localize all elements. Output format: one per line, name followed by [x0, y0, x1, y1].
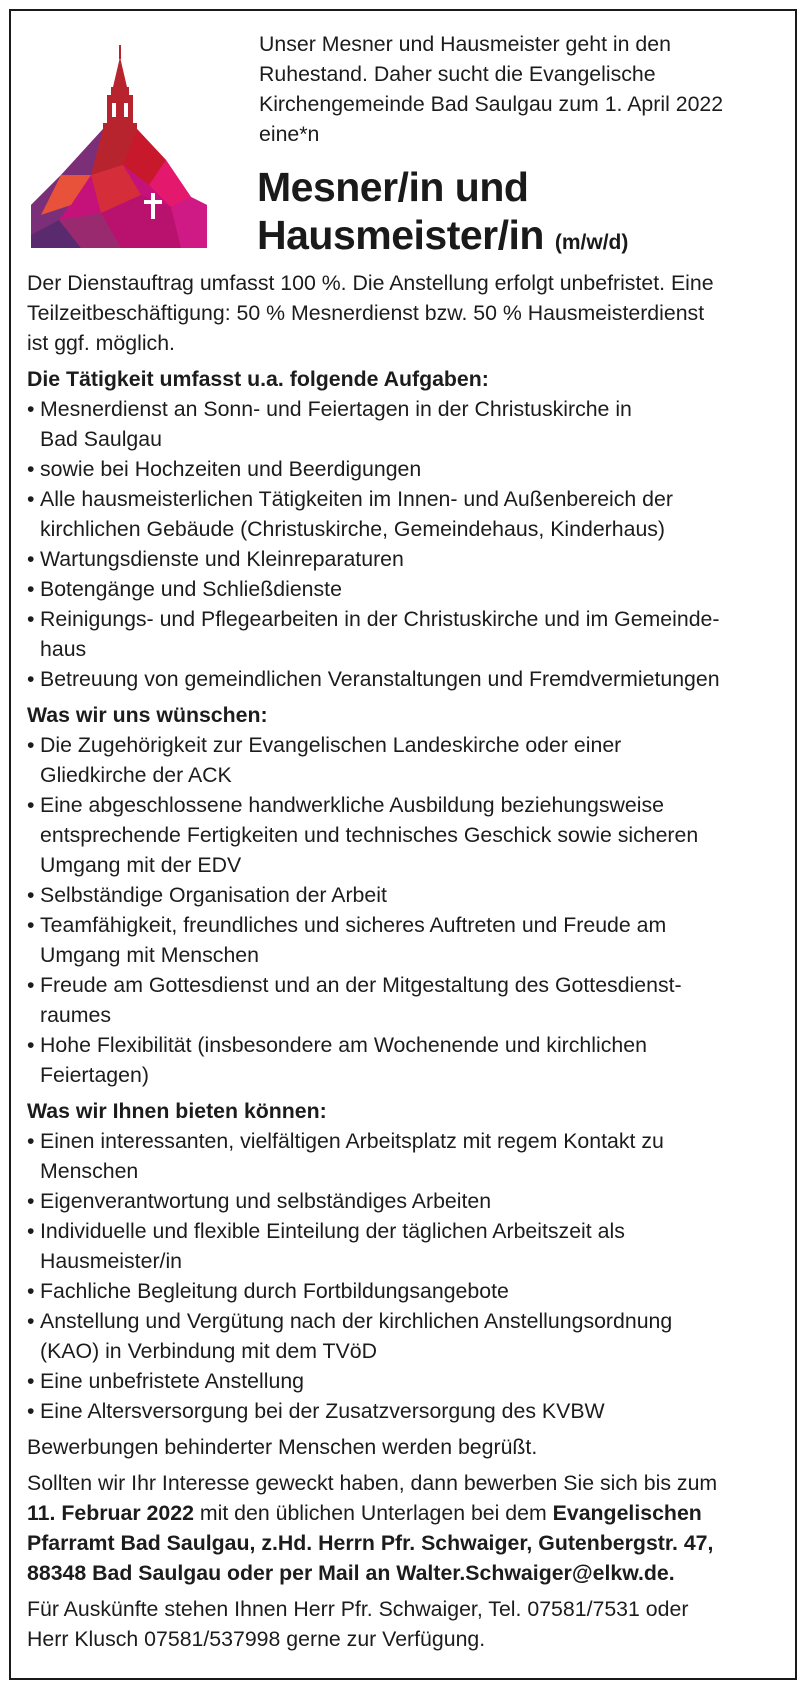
job-title-line1: Mesner/in und: [257, 164, 529, 210]
job-title-line2: [257, 211, 797, 267]
list-item-line: (KAO) in Verbindung mit dem TVöD: [40, 1339, 377, 1363]
list-item: [27, 1306, 787, 1366]
list-item-line: • Betreuung von gemeindlichen Veranstaltungen und Fremdvermietungen: [40, 667, 720, 691]
list-item: [27, 730, 787, 790]
list-item-line: • Eine abgeschlossene handwerkliche Ausbildung beziehungsweise: [40, 793, 664, 817]
list-item-line: • Alle hausmeisterlichen Tätigkeiten im Innen- und Außenbereich der: [40, 487, 673, 511]
wishes-list: [27, 730, 787, 1090]
disability-note: Bewerbungen behinderter Menschen werden begrüßt.: [27, 1435, 538, 1459]
list-item: [27, 1216, 787, 1276]
summary-line: Der Dienstauftrag umfasst 100 %. Die Anstellung erfolgt unbefristet. Eine: [27, 271, 714, 295]
list-item-line: • Anstellung und Vergütung nach der kirchlichen Anstellungsordnung: [40, 1309, 673, 1333]
list-item: [27, 604, 787, 664]
application-deadline: 11. Februar 2022: [27, 1501, 194, 1525]
list-item: [27, 1186, 787, 1216]
summary-line: ist ggf. möglich.: [27, 331, 175, 355]
list-item-line: • Eine Altersversorgung bei der Zusatzversorgung des KVBW: [40, 1399, 605, 1423]
list-item: [27, 1030, 787, 1090]
list-item: [27, 880, 787, 910]
list-item: [27, 664, 787, 694]
application-line2: [27, 1498, 787, 1528]
list-item-line: Gliedkirche der ACK: [40, 763, 232, 787]
job-title: [257, 163, 797, 267]
list-item-line: Menschen: [40, 1159, 139, 1183]
list-item-line: • Individuelle und flexible Einteilung der täglichen Arbeitszeit als: [40, 1219, 625, 1243]
list-item: [27, 1366, 787, 1396]
list-item-line: Feiertagen): [40, 1063, 149, 1087]
list-item-line: • Fachliche Begleitung durch Fortbildungsangebote: [40, 1279, 509, 1303]
list-item-line: kirchlichen Gebäude (Christuskirche, Gemeindehaus, Kinderhaus): [40, 517, 666, 541]
intro-text: [259, 29, 787, 149]
list-item-line: • Freude am Gottesdienst und an der Mitgestaltung des Gottesdienst-: [40, 973, 682, 997]
list-item: [27, 970, 787, 1030]
application-paragraph: [27, 1468, 787, 1588]
application-line1: Sollten wir Ihr Interesse geweckt haben, dann bewerben Sie sich bis zum: [27, 1471, 718, 1495]
contact-line: Herr Klusch 07581/537998 gerne zur Verfügung.: [27, 1627, 486, 1651]
church-logo-icon: [31, 45, 227, 248]
contact-paragraph: [27, 1594, 787, 1654]
application-email[interactable]: 88348 Bad Saulgau oder per Mail an Walter.Schwaiger@elkw.de.: [27, 1561, 675, 1585]
summary-line: Teilzeitbeschäftigung: 50 % Mesnerdienst bzw. 50 % Hausmeisterdienst: [27, 301, 705, 325]
job-title-main: Hausmeister/in: [257, 212, 544, 258]
list-item-line: Hausmeister/in: [40, 1249, 183, 1273]
list-item: [27, 574, 787, 604]
list-item: [27, 910, 787, 970]
intro-line: Kirchengemeinde Bad Saulgau zum 1. April 2022: [259, 92, 724, 116]
offers-title: Was wir Ihnen bieten können:: [27, 1099, 327, 1123]
intro-line: Unser Mesner und Hausmeister geht in den: [259, 32, 671, 56]
list-item-line: • Die Zugehörigkeit zur Evangelischen Landeskirche oder einer: [40, 733, 622, 757]
job-ad-content: [27, 23, 787, 1660]
application-line2-text: mit den üblichen Unterlagen bei dem: [193, 1501, 553, 1525]
job-title-suffix: (m/w/d): [554, 231, 629, 254]
list-item-line: • sowie bei Hochzeiten und Beerdigungen: [40, 457, 422, 481]
list-item: [27, 790, 787, 880]
list-item-line: • Teamfähigkeit, freundliches und sicheres Auftreten und Freude am: [40, 913, 667, 937]
list-item-line: • Selbständige Organisation der Arbeit: [40, 883, 387, 907]
list-item-line: Umgang mit der EDV: [40, 853, 242, 877]
intro-line: eine*n: [259, 122, 320, 146]
list-item-line: • Wartungsdienste und Kleinreparaturen: [40, 547, 404, 571]
list-item-line: • Einen interessanten, vielfältigen Arbeitsplatz mit regem Kontakt zu: [40, 1129, 664, 1153]
application-address: Pfarramt Bad Saulgau, z.Hd. Herrn Pfr. Schwaiger, Gutenbergstr. 47,: [27, 1531, 714, 1555]
list-item-line: • Botengänge und Schließdienste: [40, 577, 342, 601]
offers-list: [27, 1126, 787, 1426]
list-item-line: • Reinigungs- und Pflegearbeiten in der Christuskirche und im Gemeinde-: [40, 607, 720, 631]
list-item: [27, 484, 787, 544]
list-item: [27, 454, 787, 484]
list-item-line: Bad Saulgau: [40, 427, 162, 451]
list-item-line: haus: [40, 637, 87, 661]
tasks-list: [27, 394, 787, 694]
contact-line: Für Auskünfte stehen Ihnen Herr Pfr. Schwaiger, Tel. 07581/7531 oder: [27, 1597, 689, 1621]
list-item: [27, 1276, 787, 1306]
list-item-line: • Mesnerdienst an Sonn- und Feiertagen in der Christuskirche in: [40, 397, 632, 421]
summary-paragraph: [27, 268, 787, 358]
header: [27, 23, 787, 268]
list-item: [27, 394, 787, 454]
list-item-line: • Hohe Flexibilität (insbesondere am Wochenende und kirchlichen: [40, 1033, 647, 1057]
list-item: [27, 1126, 787, 1186]
application-recipient-start: Evangelischen: [552, 1501, 702, 1525]
wishes-title: Was wir uns wünschen:: [27, 703, 268, 727]
list-item-line: entsprechende Fertigkeiten und technisches Geschick sowie sicheren: [40, 823, 699, 847]
list-item-line: • Eine unbefristete Anstellung: [40, 1369, 305, 1393]
list-item: [27, 1396, 787, 1426]
job-ad-frame: [9, 9, 797, 1680]
list-item-line: raumes: [40, 1003, 112, 1027]
list-item-line: Umgang mit Menschen: [40, 943, 259, 967]
list-item-line: • Eigenverantwortung und selbständiges Arbeiten: [40, 1189, 492, 1213]
list-item: [27, 544, 787, 574]
tasks-title: Die Tätigkeit umfasst u.a. folgende Aufgaben:: [27, 367, 489, 391]
intro-line: Ruhestand. Daher sucht die Evangelische: [259, 62, 656, 86]
